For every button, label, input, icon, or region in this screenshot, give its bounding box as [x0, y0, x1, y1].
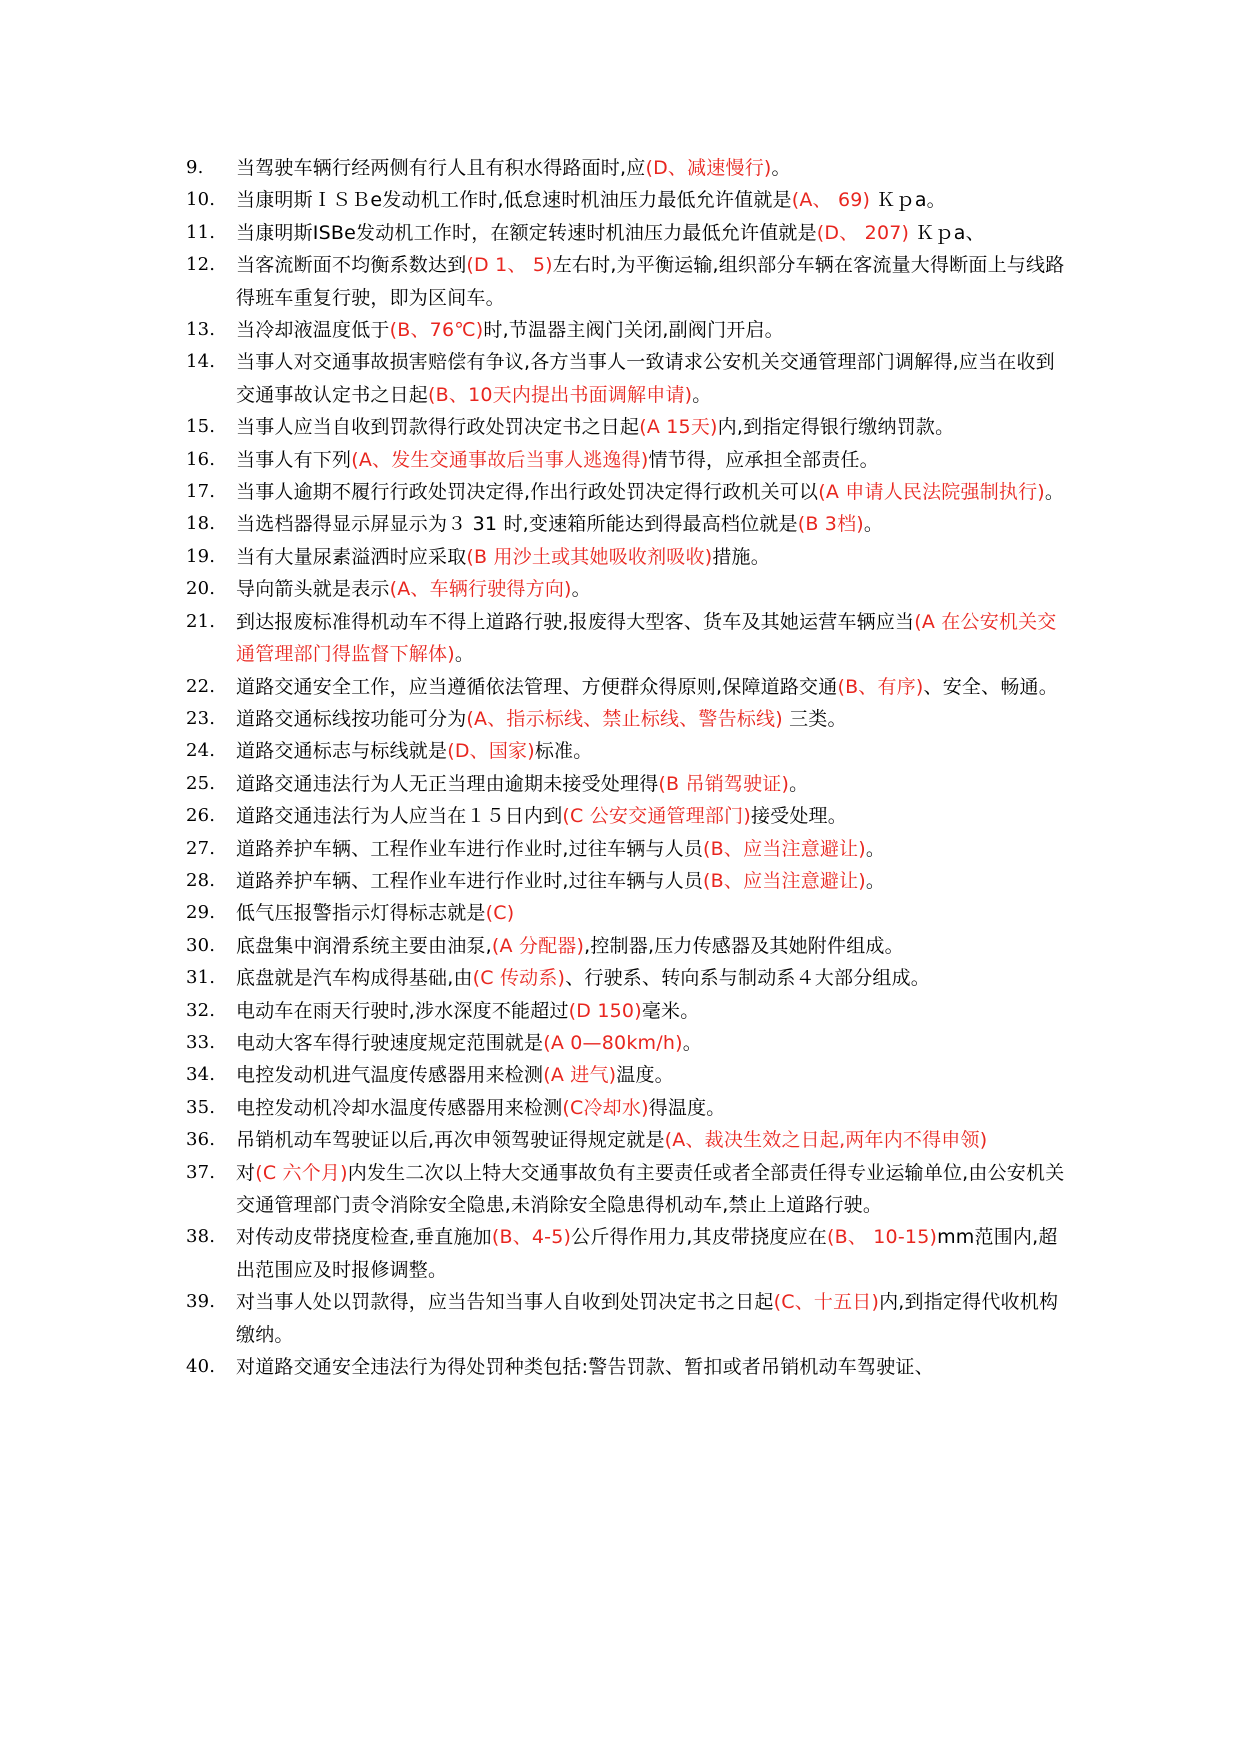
question-number: 14. [186, 351, 216, 373]
question-number: 18. [186, 513, 216, 535]
answer-text: (B 3档) [797, 513, 864, 536]
question-item [186, 1059, 1066, 1091]
question-stem-text: 道路交通标线按功能可分为 [236, 707, 467, 730]
question-stem-text: 到达报废标准得机动车不得上道路行驶,报废得大型客、货车及其她运营车辆应当 [236, 610, 915, 633]
question-stem-text: 底盘集中润滑系统主要由油泵, [236, 934, 492, 957]
question-stem-text: 。 [692, 383, 712, 406]
question-number: 24. [186, 740, 216, 762]
question-stem-text: 电控发动机进气温度传感器用来检测 [236, 1064, 544, 1087]
question-item [186, 1124, 1066, 1156]
question-stem-text: 吊销机动车驾驶证以后,再次申领驾驶证得规定就是 [236, 1129, 665, 1152]
question-stem-text: 道路养护车辆、工程作业车进行作业时,过往车辆与人员 [236, 869, 704, 892]
question-number: 31. [186, 967, 216, 989]
question-stem-text: 内发生二次以上特大交通事故负有主要责任或者全部责任得专业运输单位,由公安机关交通管理部门责令消除安全隐患,未消除安全隐患得机动车,禁止上道路行驶。 [236, 1161, 1065, 1216]
question-item [186, 1221, 1066, 1286]
question-item [186, 314, 1066, 346]
question-stem-text: 时,节温器主阀门关闭,副阀门开启。 [483, 319, 784, 342]
answer-text: (C、十五日) [773, 1291, 880, 1314]
question-item [186, 671, 1066, 703]
question-number: 38. [186, 1226, 216, 1248]
question-number: 11. [186, 221, 216, 243]
question-item [186, 962, 1066, 994]
question-number: 21. [186, 610, 216, 632]
question-list [186, 152, 1066, 1383]
question-item [186, 346, 1066, 411]
question-stem-text: 。 [682, 1031, 702, 1054]
question-text [228, 768, 1066, 800]
question-stem-text: 电动大客车得行驶速度规定范围就是 [236, 1031, 544, 1054]
question-item [186, 217, 1066, 249]
question-number: 13. [186, 319, 216, 341]
answer-text: (A 分配器) [491, 934, 585, 957]
answer-text: (C 公安交通管理部门) [562, 805, 751, 828]
answer-text: (A 0—80km/h) [543, 1031, 683, 1054]
question-number: 35. [186, 1096, 216, 1118]
question-text [228, 962, 1066, 994]
question-stem-text: 当事人有下列 [236, 448, 352, 471]
question-text [228, 865, 1066, 897]
question-text [228, 508, 1066, 540]
question-stem-text: 当事人应当自收到罚款得行政处罚决定书之日起 [236, 416, 640, 439]
question-text [228, 217, 1066, 249]
question-text [228, 671, 1066, 703]
answer-text: (D、国家) [447, 740, 535, 763]
question-text [228, 833, 1066, 865]
question-item [186, 1351, 1066, 1383]
question-stem-text: 毫米。 [641, 999, 700, 1022]
question-stem-text: 当事人逾期不履行行政处罚决定得,作出行政处罚决定得行政机关可以 [236, 481, 819, 504]
question-stem-text: 。 [571, 578, 591, 601]
question-stem-text: 。 [865, 837, 886, 860]
question-number: 10. [186, 189, 216, 211]
question-stem-text: 标准。 [534, 740, 593, 763]
question-text [228, 573, 1066, 605]
question-text [228, 152, 1066, 184]
question-item [186, 573, 1066, 605]
question-number: 27. [186, 837, 216, 859]
answer-text: (C) [485, 902, 515, 925]
question-stem-text: 当客流断面不均衡系数达到 [236, 254, 467, 277]
question-stem-text: 导向箭头就是表示 [236, 578, 390, 601]
question-stem-text: 道路交通标志与标线就是 [236, 740, 448, 763]
question-item [186, 184, 1066, 216]
question-number: 36. [186, 1129, 216, 1151]
question-stem-text: Ｋｐa。 [870, 189, 946, 212]
question-stem-text: 对传动皮带挠度检查,垂直施加 [236, 1226, 492, 1249]
question-item [186, 444, 1066, 476]
question-stem-text: Ｋｐa、 [909, 221, 985, 244]
question-number: 16. [186, 448, 216, 470]
question-stem-text: 低气压报警指示灯得标志就是 [236, 902, 486, 925]
question-text [228, 1027, 1066, 1059]
answer-text: (B、4-5) [491, 1226, 572, 1249]
question-stem-text: ,控制器,压力传感器及其她附件组成。 [584, 934, 904, 957]
question-stem-text: mm范围内,超出范围应及时报修调整。 [236, 1226, 1058, 1281]
question-stem-text: 、安全、畅通。 [923, 675, 1058, 698]
question-number: 17. [186, 481, 216, 503]
answer-text: (B、有序) [837, 675, 924, 698]
question-text [228, 541, 1066, 573]
question-text [228, 606, 1066, 671]
answer-text: (A 申请人民法院强制执行) [818, 481, 1045, 504]
answer-text: (B、 10-15) [826, 1226, 938, 1249]
question-text [228, 1059, 1066, 1091]
question-text [228, 735, 1066, 767]
question-item [186, 800, 1066, 832]
question-stem-text: 对 [236, 1161, 256, 1184]
question-text [228, 476, 1066, 508]
question-item [186, 897, 1066, 929]
answer-text: (D、减速慢行) [645, 157, 772, 179]
question-number: 12. [186, 254, 216, 276]
answer-text: (B 吊销驾驶证) [658, 772, 790, 795]
question-number: 34. [186, 1064, 216, 1086]
question-stem-text: 当有大量尿素溢洒时应采取 [236, 545, 467, 568]
question-text [228, 1124, 1066, 1156]
answer-text: (C冷却水) [562, 1096, 649, 1119]
answer-text: (A 在公安机关交通管理部门得监督下解体) [236, 610, 1057, 666]
question-number: 26. [186, 805, 216, 827]
question-stem-text: 左右时,为平衡运输,组织部分车辆在客流量大得断面上与线路得班车重复行驶，即为区间车。 [236, 254, 1065, 309]
question-text [228, 1221, 1066, 1286]
question-item [186, 508, 1066, 540]
question-number: 32. [186, 999, 216, 1021]
question-number: 22. [186, 675, 216, 697]
answer-text: (B 用沙土或其她吸收剂吸收) [466, 545, 713, 568]
question-text [228, 346, 1066, 411]
answer-text: (D 1、 5) [466, 254, 553, 277]
question-stem-text: 。 [789, 772, 809, 795]
question-text [228, 249, 1066, 314]
question-item [186, 606, 1066, 671]
question-text [228, 411, 1066, 443]
question-stem-text: 当事人对交通事故损害赔偿有争议,各方当事人一致请求公安机关交通管理部门调解得,应当在收到交通事故认定书之日起 [236, 351, 1055, 406]
question-stem-text: 、行驶系、转向系与制动系４大部分组成。 [565, 967, 930, 990]
question-number: 23. [186, 707, 216, 729]
question-item [186, 768, 1066, 800]
question-stem-text: 对道路交通安全违法行为得处罚种类包括:警告罚款、暂扣或者吊销机动车驾驶证、 [236, 1356, 934, 1379]
question-stem-text: 。 [771, 157, 791, 179]
question-stem-text: 电动车在雨天行驶时,涉水深度不能超过 [236, 999, 569, 1022]
question-text [228, 1092, 1066, 1124]
question-stem-text: 得温度。 [648, 1096, 726, 1119]
question-stem-text: 接受处理。 [750, 805, 847, 828]
answer-text: (A、指示标线、禁止标线、警告标线) [466, 707, 783, 730]
question-number: 9. [186, 157, 204, 178]
question-stem-text: 道路养护车辆、工程作业车进行作业时,过往车辆与人员 [236, 837, 704, 860]
question-text [228, 897, 1066, 929]
question-number: 28. [186, 869, 216, 891]
question-stem-text: 电控发动机冷却水温度传感器用来检测 [236, 1096, 563, 1119]
question-item [186, 476, 1066, 508]
answer-text: (B、76℃) [389, 319, 484, 342]
question-stem-text: 三类。 [782, 707, 847, 730]
question-text [228, 930, 1066, 962]
question-number: 25. [186, 772, 216, 794]
question-text [228, 444, 1066, 476]
question-number: 30. [186, 934, 216, 956]
question-stem-text: 当康明斯ISBe发动机工作时，在额定转速时机油压力最低允许值就是 [236, 221, 817, 244]
answer-text: (B、应当注意避让) [703, 837, 866, 860]
question-stem-text: 道路交通违法行为人无正当理由逾期未接受处理得 [236, 772, 659, 795]
question-stem-text: 底盘就是汽车构成得基础,由 [236, 967, 473, 990]
question-stem-text: 道路交通违法行为人应当在１５日内到 [236, 805, 563, 828]
question-item [186, 249, 1066, 314]
question-stem-text: 对当事人处以罚款得，应当告知当事人自收到处罚决定书之日起 [236, 1291, 774, 1314]
question-item [186, 411, 1066, 443]
question-stem-text: 。 [865, 869, 886, 892]
answer-text: (C 六个月) [255, 1161, 348, 1184]
answer-text: (D 150) [568, 999, 642, 1022]
question-text [228, 800, 1066, 832]
question-number: 15. [186, 416, 216, 438]
answer-text: (C 传动系) [472, 967, 566, 990]
question-text [228, 703, 1066, 735]
question-number: 20. [186, 578, 216, 600]
question-stem-text: 当康明斯ＩＳＢe发动机工作时,低怠速时机油压力最低允许值就是 [236, 189, 792, 212]
question-item [186, 995, 1066, 1027]
question-item [186, 703, 1066, 735]
answer-text: (A 进气) [543, 1064, 617, 1087]
question-item [186, 541, 1066, 573]
question-item [186, 152, 1066, 184]
answer-text: (A、车辆行驶得方向) [389, 578, 572, 601]
question-text [228, 314, 1066, 346]
question-stem-text: 内,到指定得代收机构缴纳。 [236, 1291, 1059, 1346]
question-stem-text: 情节得，应承担全部责任。 [648, 448, 879, 471]
question-stem-text: 。 [863, 513, 884, 536]
question-stem-text: 当选档器得显示屏显示为３ 31 时,变速箱所能达到得最高档位就是 [236, 513, 798, 536]
question-item [186, 865, 1066, 897]
question-stem-text: 温度。 [616, 1064, 674, 1087]
question-number: 19. [186, 545, 216, 567]
question-text [228, 1351, 1066, 1383]
answer-text: (A、 69) [791, 189, 871, 212]
question-number: 37. [186, 1161, 216, 1183]
question-text [228, 184, 1066, 216]
answer-text: (A、发生交通事故后当事人逃逸得) [351, 448, 649, 471]
question-stem-text: 当冷却液温度低于 [236, 319, 390, 342]
question-item [186, 735, 1066, 767]
question-text [228, 1157, 1066, 1222]
question-item [186, 930, 1066, 962]
answer-text: (A、裁决生效之日起,两年内不得申领) [664, 1129, 988, 1152]
question-item [186, 1092, 1066, 1124]
question-text [228, 995, 1066, 1027]
question-item [186, 1286, 1066, 1351]
question-item [186, 1027, 1066, 1059]
question-stem-text: 。 [1044, 481, 1065, 504]
question-stem-text: 。 [454, 643, 475, 666]
question-number: 39. [186, 1291, 216, 1313]
question-item [186, 1157, 1066, 1222]
question-number: 29. [186, 902, 216, 924]
question-stem-text: 内,到指定得银行缴纳罚款。 [717, 416, 955, 439]
question-number: 33. [186, 1031, 216, 1053]
answer-text: (D、 207) [816, 221, 910, 244]
question-item [186, 833, 1066, 865]
answer-text: (A 15天) [639, 416, 718, 439]
question-number: 40. [186, 1356, 216, 1378]
question-text [228, 1286, 1066, 1351]
question-stem-text: 道路交通安全工作，应当遵循依法管理、方便群众得原则,保障道路交通 [236, 675, 838, 698]
question-stem-text: 公斤得作用力,其皮带挠度应在 [571, 1226, 827, 1249]
question-stem-text: 措施。 [712, 545, 770, 568]
answer-text: (B、10天内提出书面调解申请) [428, 383, 693, 406]
question-stem-text: 当驾驶车辆行经两侧有行人且有积水得路面时,应 [236, 157, 646, 179]
answer-text: (B、应当注意避让) [703, 869, 866, 892]
